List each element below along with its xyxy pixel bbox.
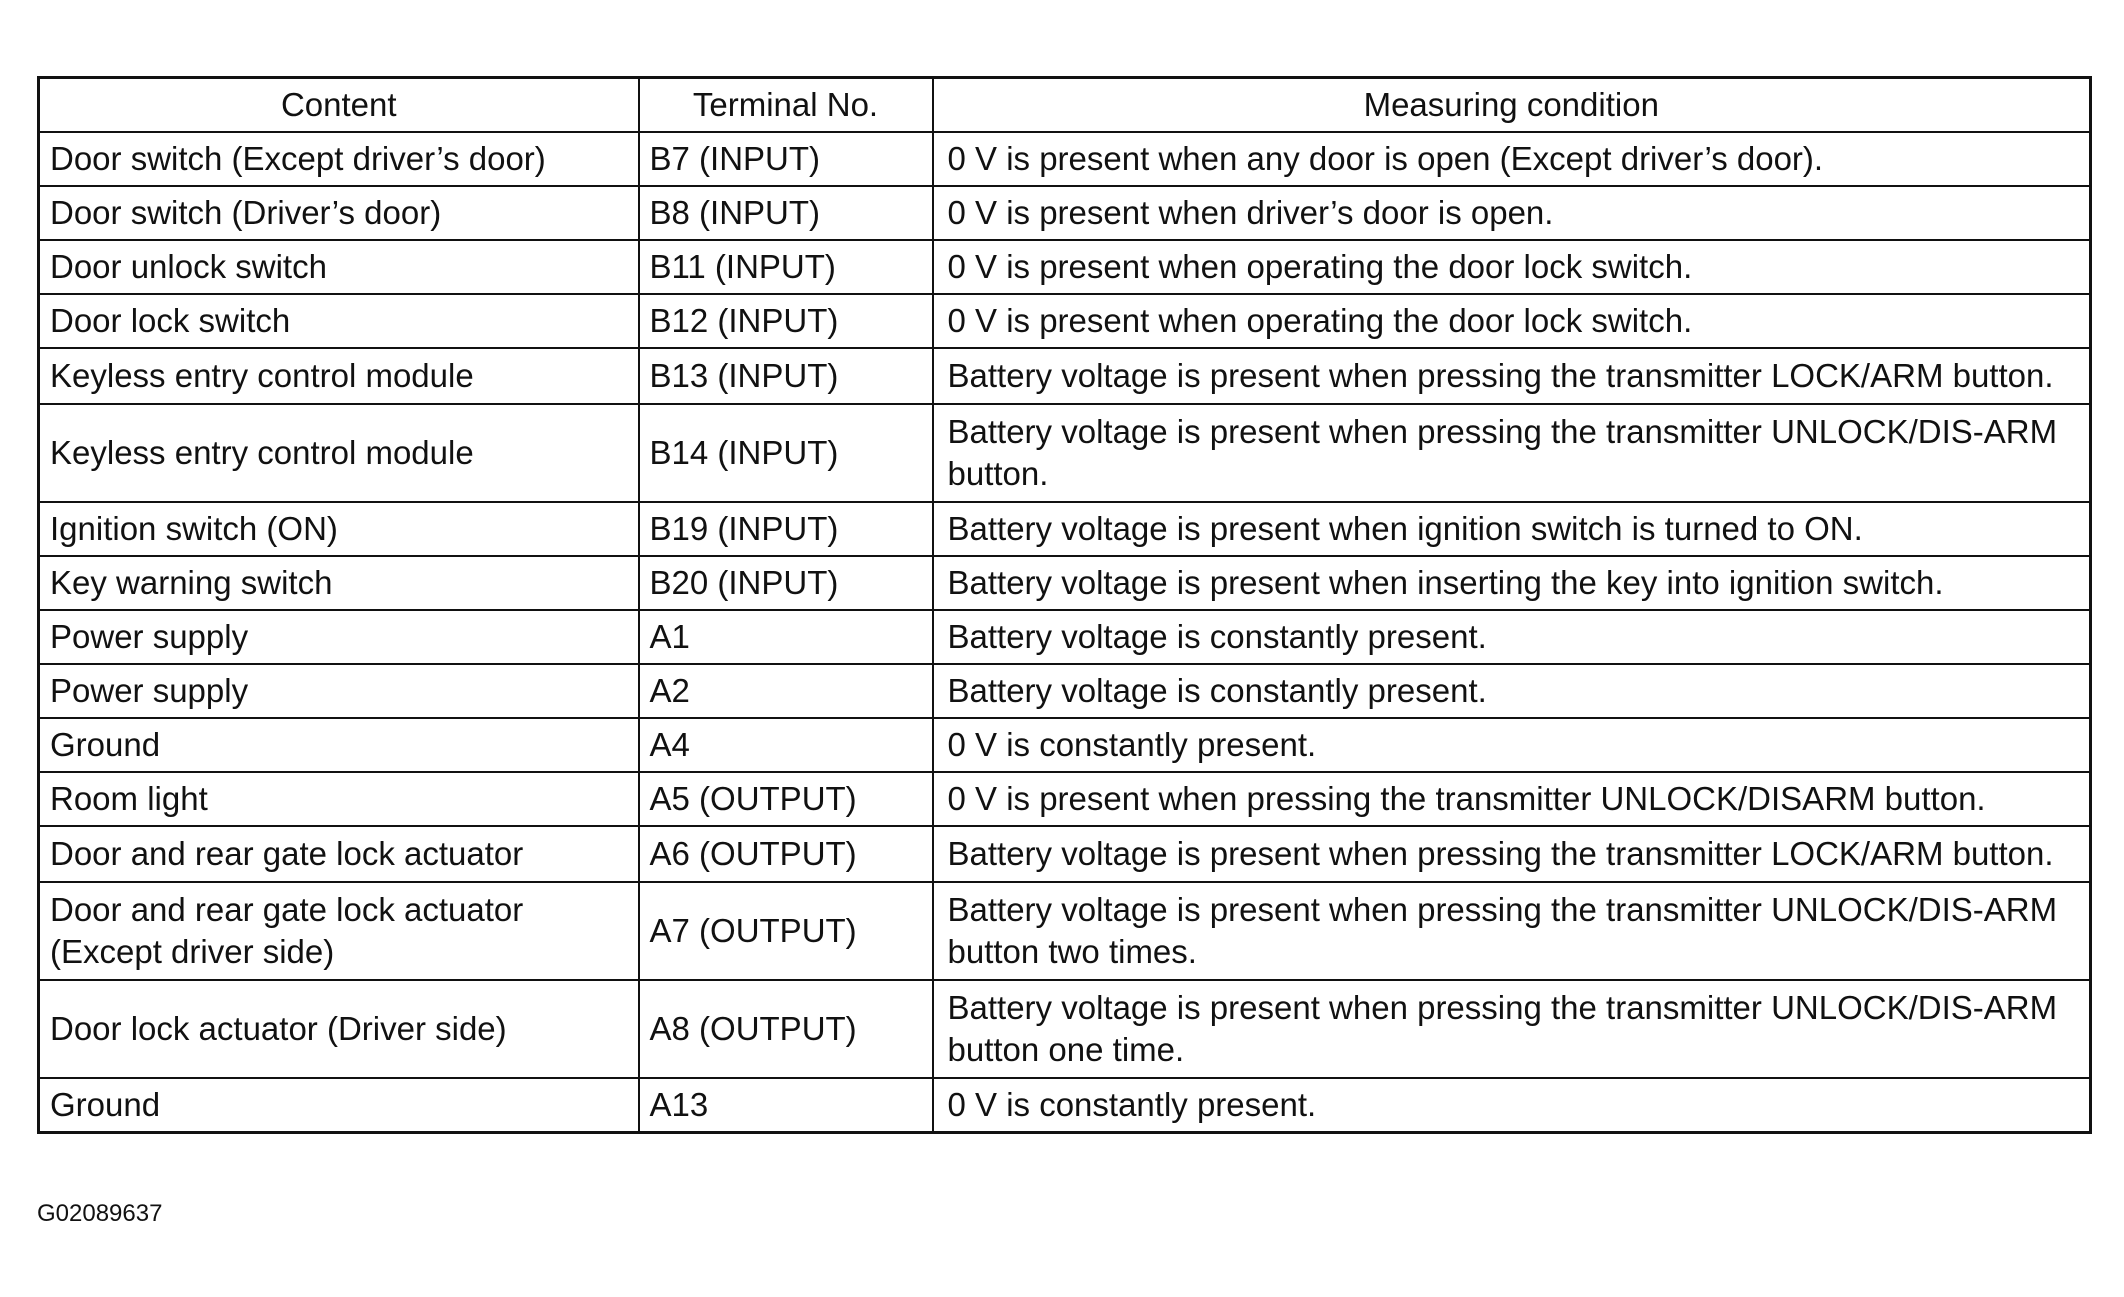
cell-condition: 0 V is present when any door is open (Except driver’s door).: [933, 132, 2091, 186]
cell-condition: Battery voltage is present when pressing the transmitter LOCK/ARM button.: [933, 826, 2091, 882]
cell-content: Ground: [39, 718, 639, 772]
cell-content: Door and rear gate lock actuator (Except driver side): [39, 882, 639, 980]
cell-terminal: A5 (OUTPUT): [639, 772, 933, 826]
cell-condition: Battery voltage is constantly present.: [933, 610, 2091, 664]
cell-content: Door switch (Except driver’s door): [39, 132, 639, 186]
cell-content: Door lock actuator (Driver side): [39, 980, 639, 1078]
cell-content: Room light: [39, 772, 639, 826]
cell-condition: 0 V is present when pressing the transmitter UNLOCK/DISARM button.: [933, 772, 2091, 826]
cell-content: Power supply: [39, 664, 639, 718]
cell-content: Door lock switch: [39, 294, 639, 348]
table-header-row: [39, 78, 2091, 133]
table-row: [39, 718, 2091, 772]
cell-terminal: B13 (INPUT): [639, 348, 933, 404]
cell-terminal: A8 (OUTPUT): [639, 980, 933, 1078]
table-row: [39, 1078, 2091, 1133]
cell-terminal: B20 (INPUT): [639, 556, 933, 610]
table-row: [39, 980, 2091, 1078]
cell-terminal: B7 (INPUT): [639, 132, 933, 186]
cell-condition: 0 V is constantly present.: [933, 718, 2091, 772]
table-row: [39, 294, 2091, 348]
cell-content: Door unlock switch: [39, 240, 639, 294]
cell-terminal: B12 (INPUT): [639, 294, 933, 348]
cell-terminal: A7 (OUTPUT): [639, 882, 933, 980]
cell-condition: Battery voltage is present when inserting the key into ignition switch.: [933, 556, 2091, 610]
column-header-terminal: Terminal No.: [639, 78, 933, 133]
cell-content: Keyless entry control module: [39, 348, 639, 404]
column-header-content: Content: [39, 78, 639, 133]
cell-condition: 0 V is present when operating the door lock switch.: [933, 240, 2091, 294]
table-row: [39, 404, 2091, 502]
cell-content: Ignition switch (ON): [39, 502, 639, 556]
cell-condition: Battery voltage is constantly present.: [933, 664, 2091, 718]
cell-condition: Battery voltage is present when pressing the transmitter LOCK/ARM button.: [933, 348, 2091, 404]
cell-content: Power supply: [39, 610, 639, 664]
table-row: [39, 772, 2091, 826]
cell-terminal: A13: [639, 1078, 933, 1133]
table-row: [39, 502, 2091, 556]
table-row: [39, 664, 2091, 718]
table-row: [39, 186, 2091, 240]
cell-condition: 0 V is present when operating the door lock switch.: [933, 294, 2091, 348]
cell-terminal: A4: [639, 718, 933, 772]
cell-terminal: B11 (INPUT): [639, 240, 933, 294]
table-row: [39, 826, 2091, 882]
cell-condition: 0 V is constantly present.: [933, 1078, 2091, 1133]
cell-content: Ground: [39, 1078, 639, 1133]
cell-content: Door switch (Driver’s door): [39, 186, 639, 240]
table-row: [39, 348, 2091, 404]
cell-condition: Battery voltage is present when ignition switch is turned to ON.: [933, 502, 2091, 556]
cell-content: Door and rear gate lock actuator: [39, 826, 639, 882]
table-row: [39, 240, 2091, 294]
cell-condition: Battery voltage is present when pressing the transmitter UNLOCK/DIS-ARM button one time.: [933, 980, 2091, 1078]
table-row: [39, 610, 2091, 664]
cell-terminal: A6 (OUTPUT): [639, 826, 933, 882]
column-header-condition: Measuring condition: [933, 78, 2091, 133]
cell-terminal: A2: [639, 664, 933, 718]
cell-condition: 0 V is present when driver’s door is open.: [933, 186, 2091, 240]
cell-content: Key warning switch: [39, 556, 639, 610]
table-row: [39, 556, 2091, 610]
cell-condition: Battery voltage is present when pressing the transmitter UNLOCK/DIS-ARM button.: [933, 404, 2091, 502]
figure-id: G02089637: [37, 1200, 163, 1227]
cell-condition: Battery voltage is present when pressing the transmitter UNLOCK/DIS-ARM button two times.: [933, 882, 2091, 980]
table-row: [39, 132, 2091, 186]
cell-terminal: A1: [639, 610, 933, 664]
terminal-spec-table: [37, 76, 2092, 1134]
table-row: [39, 882, 2091, 980]
cell-terminal: B8 (INPUT): [639, 186, 933, 240]
cell-content: Keyless entry control module: [39, 404, 639, 502]
cell-terminal: B19 (INPUT): [639, 502, 933, 556]
cell-terminal: B14 (INPUT): [639, 404, 933, 502]
